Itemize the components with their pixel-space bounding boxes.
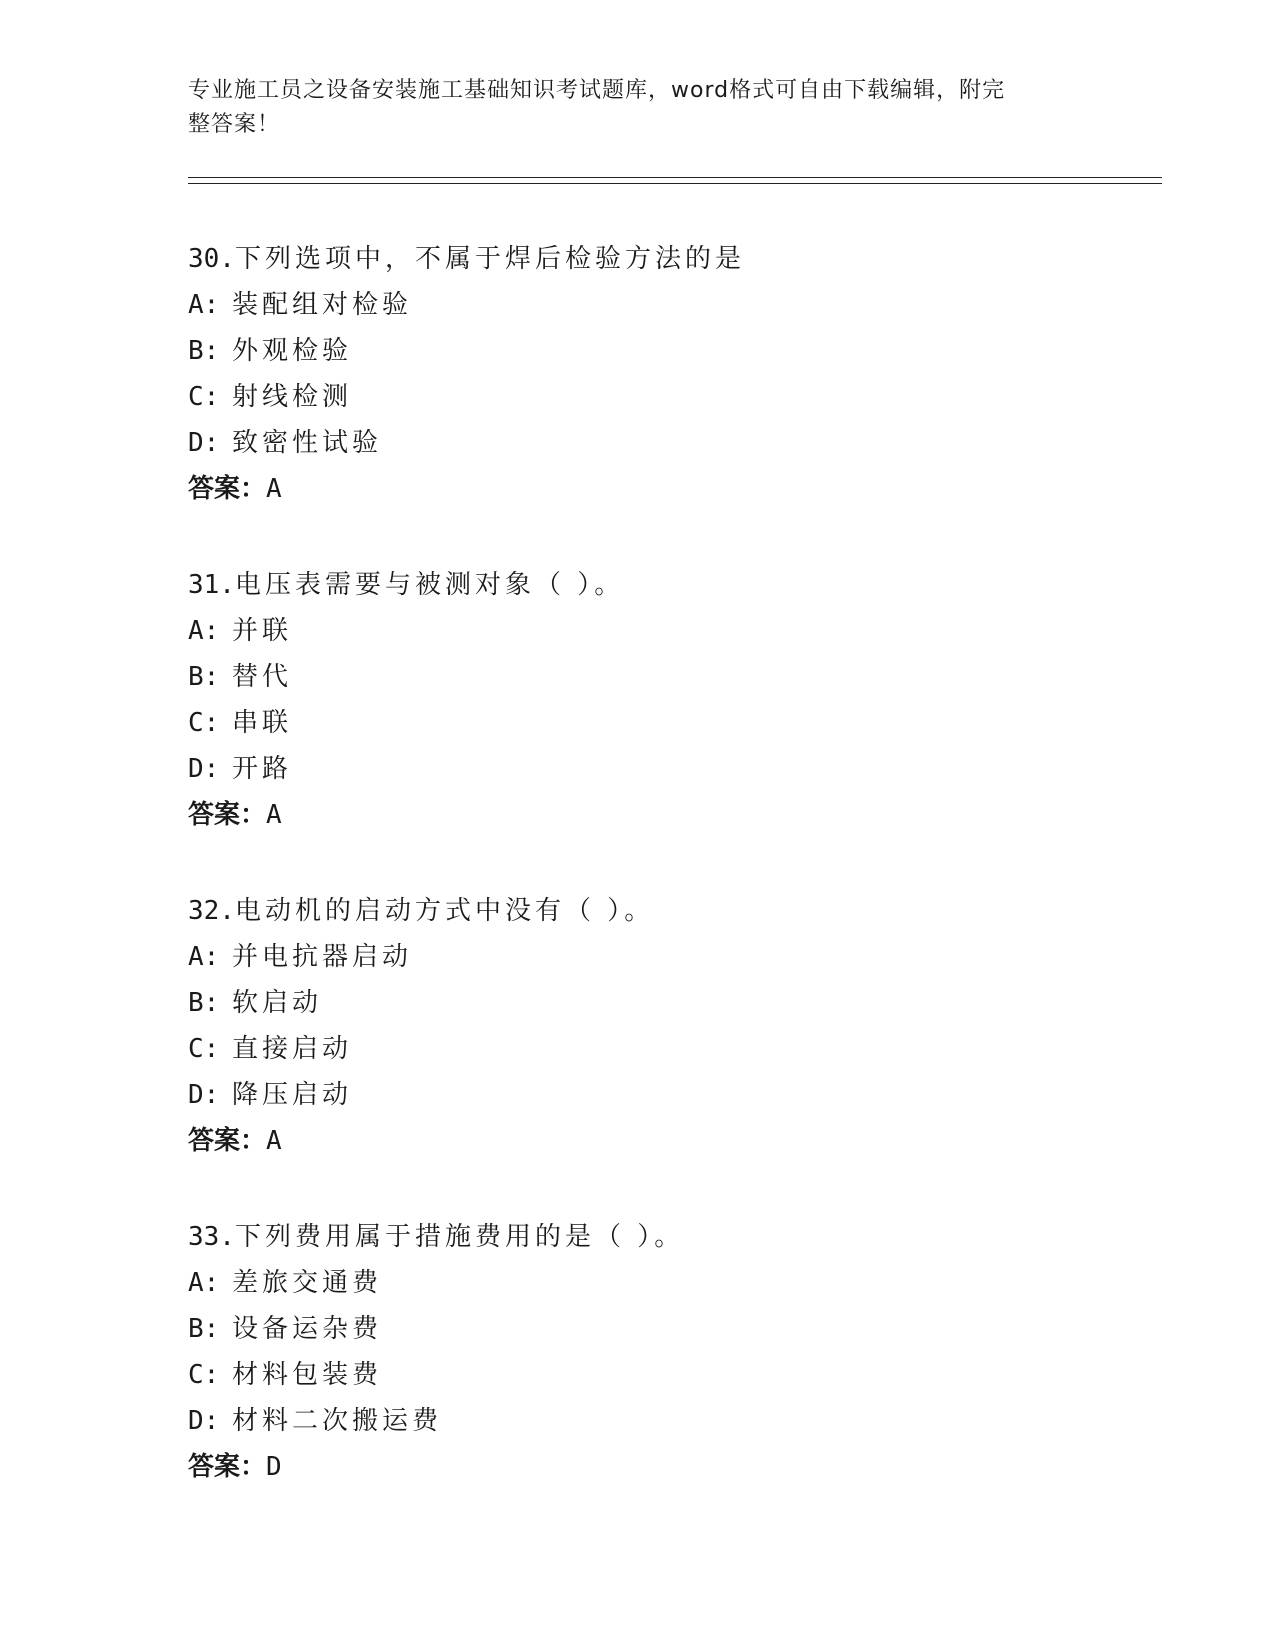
option-d bbox=[188, 1398, 1148, 1444]
option-letter: C: bbox=[188, 1360, 220, 1390]
option-d bbox=[188, 420, 1148, 466]
option-letter: D: bbox=[188, 754, 220, 784]
question-text: 电动机的启动方式中没有（ ）。 bbox=[234, 896, 655, 926]
question-33 bbox=[188, 1214, 1148, 1490]
option-a bbox=[188, 934, 1148, 980]
question-32 bbox=[188, 888, 1148, 1164]
option-text: 外观检验 bbox=[232, 336, 353, 366]
option-letter: C: bbox=[188, 708, 220, 738]
answer-value: D bbox=[266, 1452, 282, 1482]
option-letter: A: bbox=[188, 616, 220, 646]
option-b bbox=[188, 328, 1148, 374]
option-letter: B: bbox=[188, 336, 220, 366]
question-number: 31. bbox=[188, 570, 235, 600]
option-letter: C: bbox=[188, 1034, 220, 1064]
answer-line bbox=[188, 1118, 1148, 1164]
answer-value: A bbox=[266, 800, 282, 830]
document-header bbox=[188, 74, 1068, 142]
option-letter: A: bbox=[188, 1268, 220, 1298]
option-text: 设备运杂费 bbox=[232, 1314, 383, 1344]
header-line-1: 专业施工员之设备安装施工基础知识考试题库，word格式可自由下载编辑，附完 bbox=[188, 78, 1006, 103]
answer-line bbox=[188, 792, 1148, 838]
header-line-2: 整答案！ bbox=[188, 112, 281, 137]
header-divider-top bbox=[188, 177, 1162, 178]
option-text: 开路 bbox=[232, 754, 293, 784]
option-letter: B: bbox=[188, 988, 220, 1018]
option-text: 串联 bbox=[232, 708, 293, 738]
answer-label: 答案： bbox=[188, 474, 267, 504]
question-list bbox=[188, 236, 1148, 1540]
question-text: 电压表需要与被测对象（ ）。 bbox=[234, 570, 625, 600]
question-number: 32. bbox=[188, 896, 235, 926]
option-letter: D: bbox=[188, 1406, 220, 1436]
option-text: 装配组对检验 bbox=[232, 290, 413, 320]
answer-label: 答案： bbox=[188, 1126, 267, 1156]
option-c bbox=[188, 374, 1148, 420]
answer-value: A bbox=[266, 474, 282, 504]
option-letter: A: bbox=[188, 290, 220, 320]
option-a bbox=[188, 1260, 1148, 1306]
option-text: 并电抗器启动 bbox=[232, 942, 413, 972]
question-text: 下列选项中，不属于焊后检验方法的是 bbox=[234, 244, 745, 274]
option-letter: D: bbox=[188, 1080, 220, 1110]
option-c bbox=[188, 1026, 1148, 1072]
option-b bbox=[188, 1306, 1148, 1352]
option-text: 致密性试验 bbox=[232, 428, 383, 458]
answer-line bbox=[188, 1444, 1148, 1490]
option-a bbox=[188, 282, 1148, 328]
question-number: 33. bbox=[188, 1222, 235, 1252]
option-b bbox=[188, 980, 1148, 1026]
question-stem bbox=[188, 236, 1148, 282]
question-31 bbox=[188, 562, 1148, 838]
option-letter: A: bbox=[188, 942, 220, 972]
option-text: 直接启动 bbox=[232, 1034, 353, 1064]
answer-label: 答案： bbox=[188, 1452, 267, 1482]
question-stem bbox=[188, 562, 1148, 608]
question-stem bbox=[188, 888, 1148, 934]
option-text: 并联 bbox=[232, 616, 293, 646]
option-text: 材料二次搬运费 bbox=[232, 1406, 443, 1436]
option-text: 软启动 bbox=[232, 988, 323, 1018]
option-text: 差旅交通费 bbox=[232, 1268, 383, 1298]
option-letter: B: bbox=[188, 1314, 220, 1344]
option-letter: C: bbox=[188, 382, 220, 412]
option-a bbox=[188, 608, 1148, 654]
option-letter: D: bbox=[188, 428, 220, 458]
option-letter: B: bbox=[188, 662, 220, 692]
answer-line bbox=[188, 466, 1148, 512]
question-number: 30. bbox=[188, 244, 235, 274]
option-b bbox=[188, 654, 1148, 700]
answer-value: A bbox=[266, 1126, 282, 1156]
question-30 bbox=[188, 236, 1148, 512]
option-d bbox=[188, 1072, 1148, 1118]
option-c bbox=[188, 700, 1148, 746]
option-d bbox=[188, 746, 1148, 792]
header-divider-bottom bbox=[188, 183, 1162, 184]
option-c bbox=[188, 1352, 1148, 1398]
question-stem bbox=[188, 1214, 1148, 1260]
option-text: 材料包装费 bbox=[232, 1360, 383, 1390]
answer-label: 答案： bbox=[188, 800, 267, 830]
option-text: 射线检测 bbox=[232, 382, 353, 412]
option-text: 降压启动 bbox=[232, 1080, 353, 1110]
question-text: 下列费用属于措施费用的是（ ）。 bbox=[234, 1222, 685, 1252]
option-text: 替代 bbox=[232, 662, 293, 692]
